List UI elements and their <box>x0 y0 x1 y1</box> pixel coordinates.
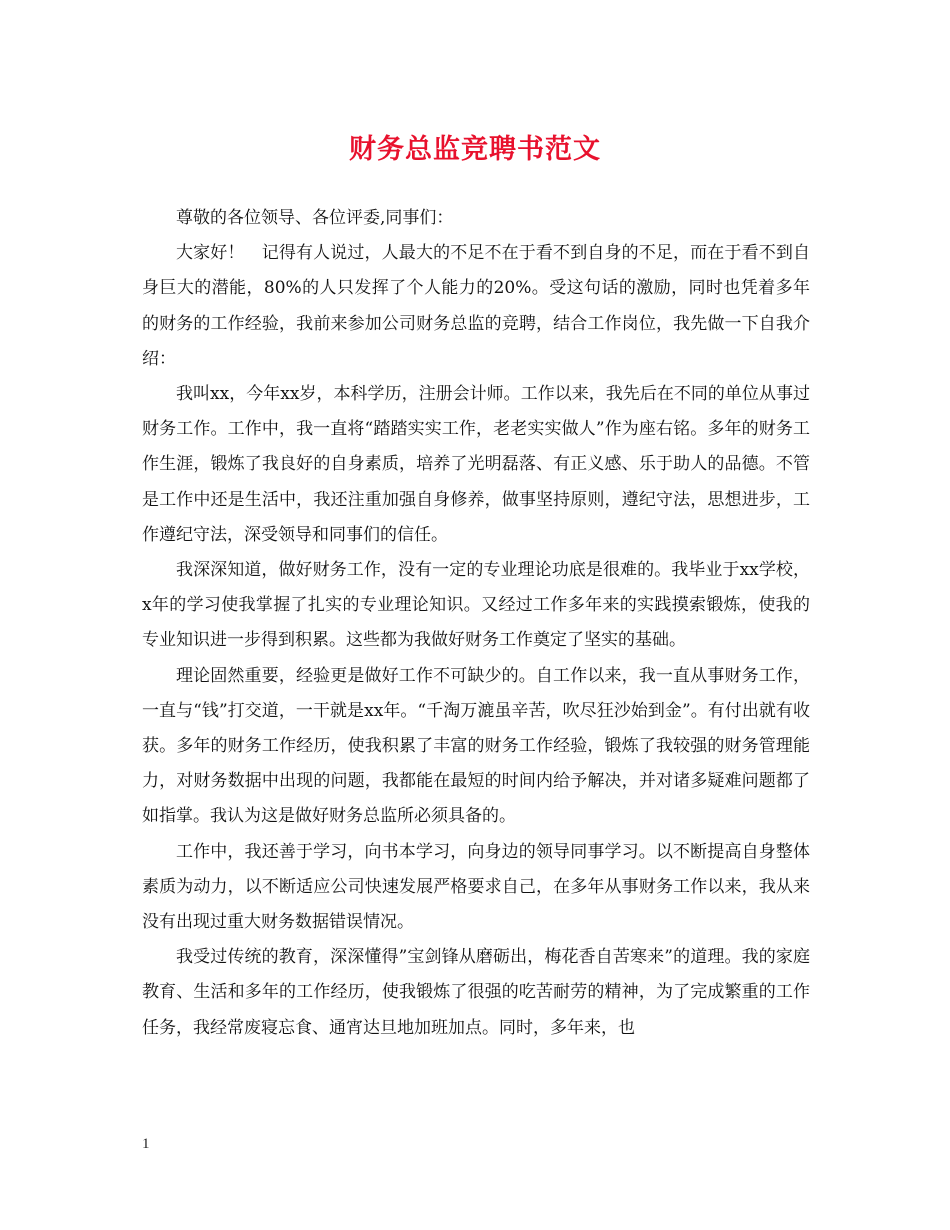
document-body <box>142 201 810 1046</box>
document-title: 财务总监竞聘书范文 <box>349 134 601 165</box>
experience-paragraph: 理论固然重要，经验更是做好工作不可缺少的。自工作以来，我一直从事财务工作，一直与“钱”打交道，一干就是xx年。“千淘万漉虽辛苦，吹尽狂沙始到金”。有付出就有收获。多年的财务工作经历，使我积累了丰富的财务工作经验，锻炼了我较强的财务管理能力，对财务数据中出现的问题，我都能在最短的时间内给予解决，并对诸多疑难问题都了如指掌。我认为这是做好财务总监所必须具备的。 <box>142 665 810 827</box>
salutation-paragraph: 尊敬的各位领导、各位评委,同事们： <box>176 208 454 228</box>
page-number: 1 <box>142 1136 150 1152</box>
upbringing-paragraph: 我受过传统的教育，深深懂得”宝剑锋从磨砺出，梅花香自苦寒来”的道理。我的家庭教育、生活和多年的工作经历，使我锻炼了很强的吃苦耐劳的精神，为了完成繁重的工作任务，我经常废寝忘食、通宵达旦地加班加点。同时，多年来，也 <box>142 947 810 1038</box>
greeting-paragraph: 大家好！ 记得有人说过，人最大的不足不在于看不到自身的不足，而在于看不到自身巨大的潜能，80%的人只发挥了个人能力的20%。受这句话的激励，同时也凭着多年的财务的工作经验，我前来参加公司财务总监的竞聘，结合工作岗位，我先做一下自我介绍： <box>142 243 810 369</box>
learning-paragraph: 工作中，我还善于学习，向书本学习，向身边的领导同事学习。以不断提高自身整体素质为动力，以不断适应公司快速发展严格要求自己，在多年从事财务工作以来，我从来没有出现过重大财务数据错误情况。 <box>142 841 810 933</box>
self-introduction-paragraph: 我叫xx，今年xx岁，本科学历，注册会计师。工作以来，我先后在不同的单位从事过财务工作。工作中，我一直将“踏踏实实工作，老老实实做人”作为座右铭。多年的财务工作生涯，锻炼了我良好的自身素质，培养了光明磊落、有正义感、乐于助人的品德。不管是工作中还是生活中，我还注重加强自身修养，做事坚持原则，遵纪守法，思想进步，工作遵纪守法，深受领导和同事们的信任。 <box>142 384 810 545</box>
education-paragraph: 我深深知道，做好财务工作，没有一定的专业理论功底是很难的。我毕业于xx学校，x年的学习使我掌握了扎实的专业理论知识。又经过工作多年来的实践摸索锻炼，使我的专业知识进一步得到积累。这些都为我做好财务工作奠定了坚实的基础。 <box>142 560 810 651</box>
